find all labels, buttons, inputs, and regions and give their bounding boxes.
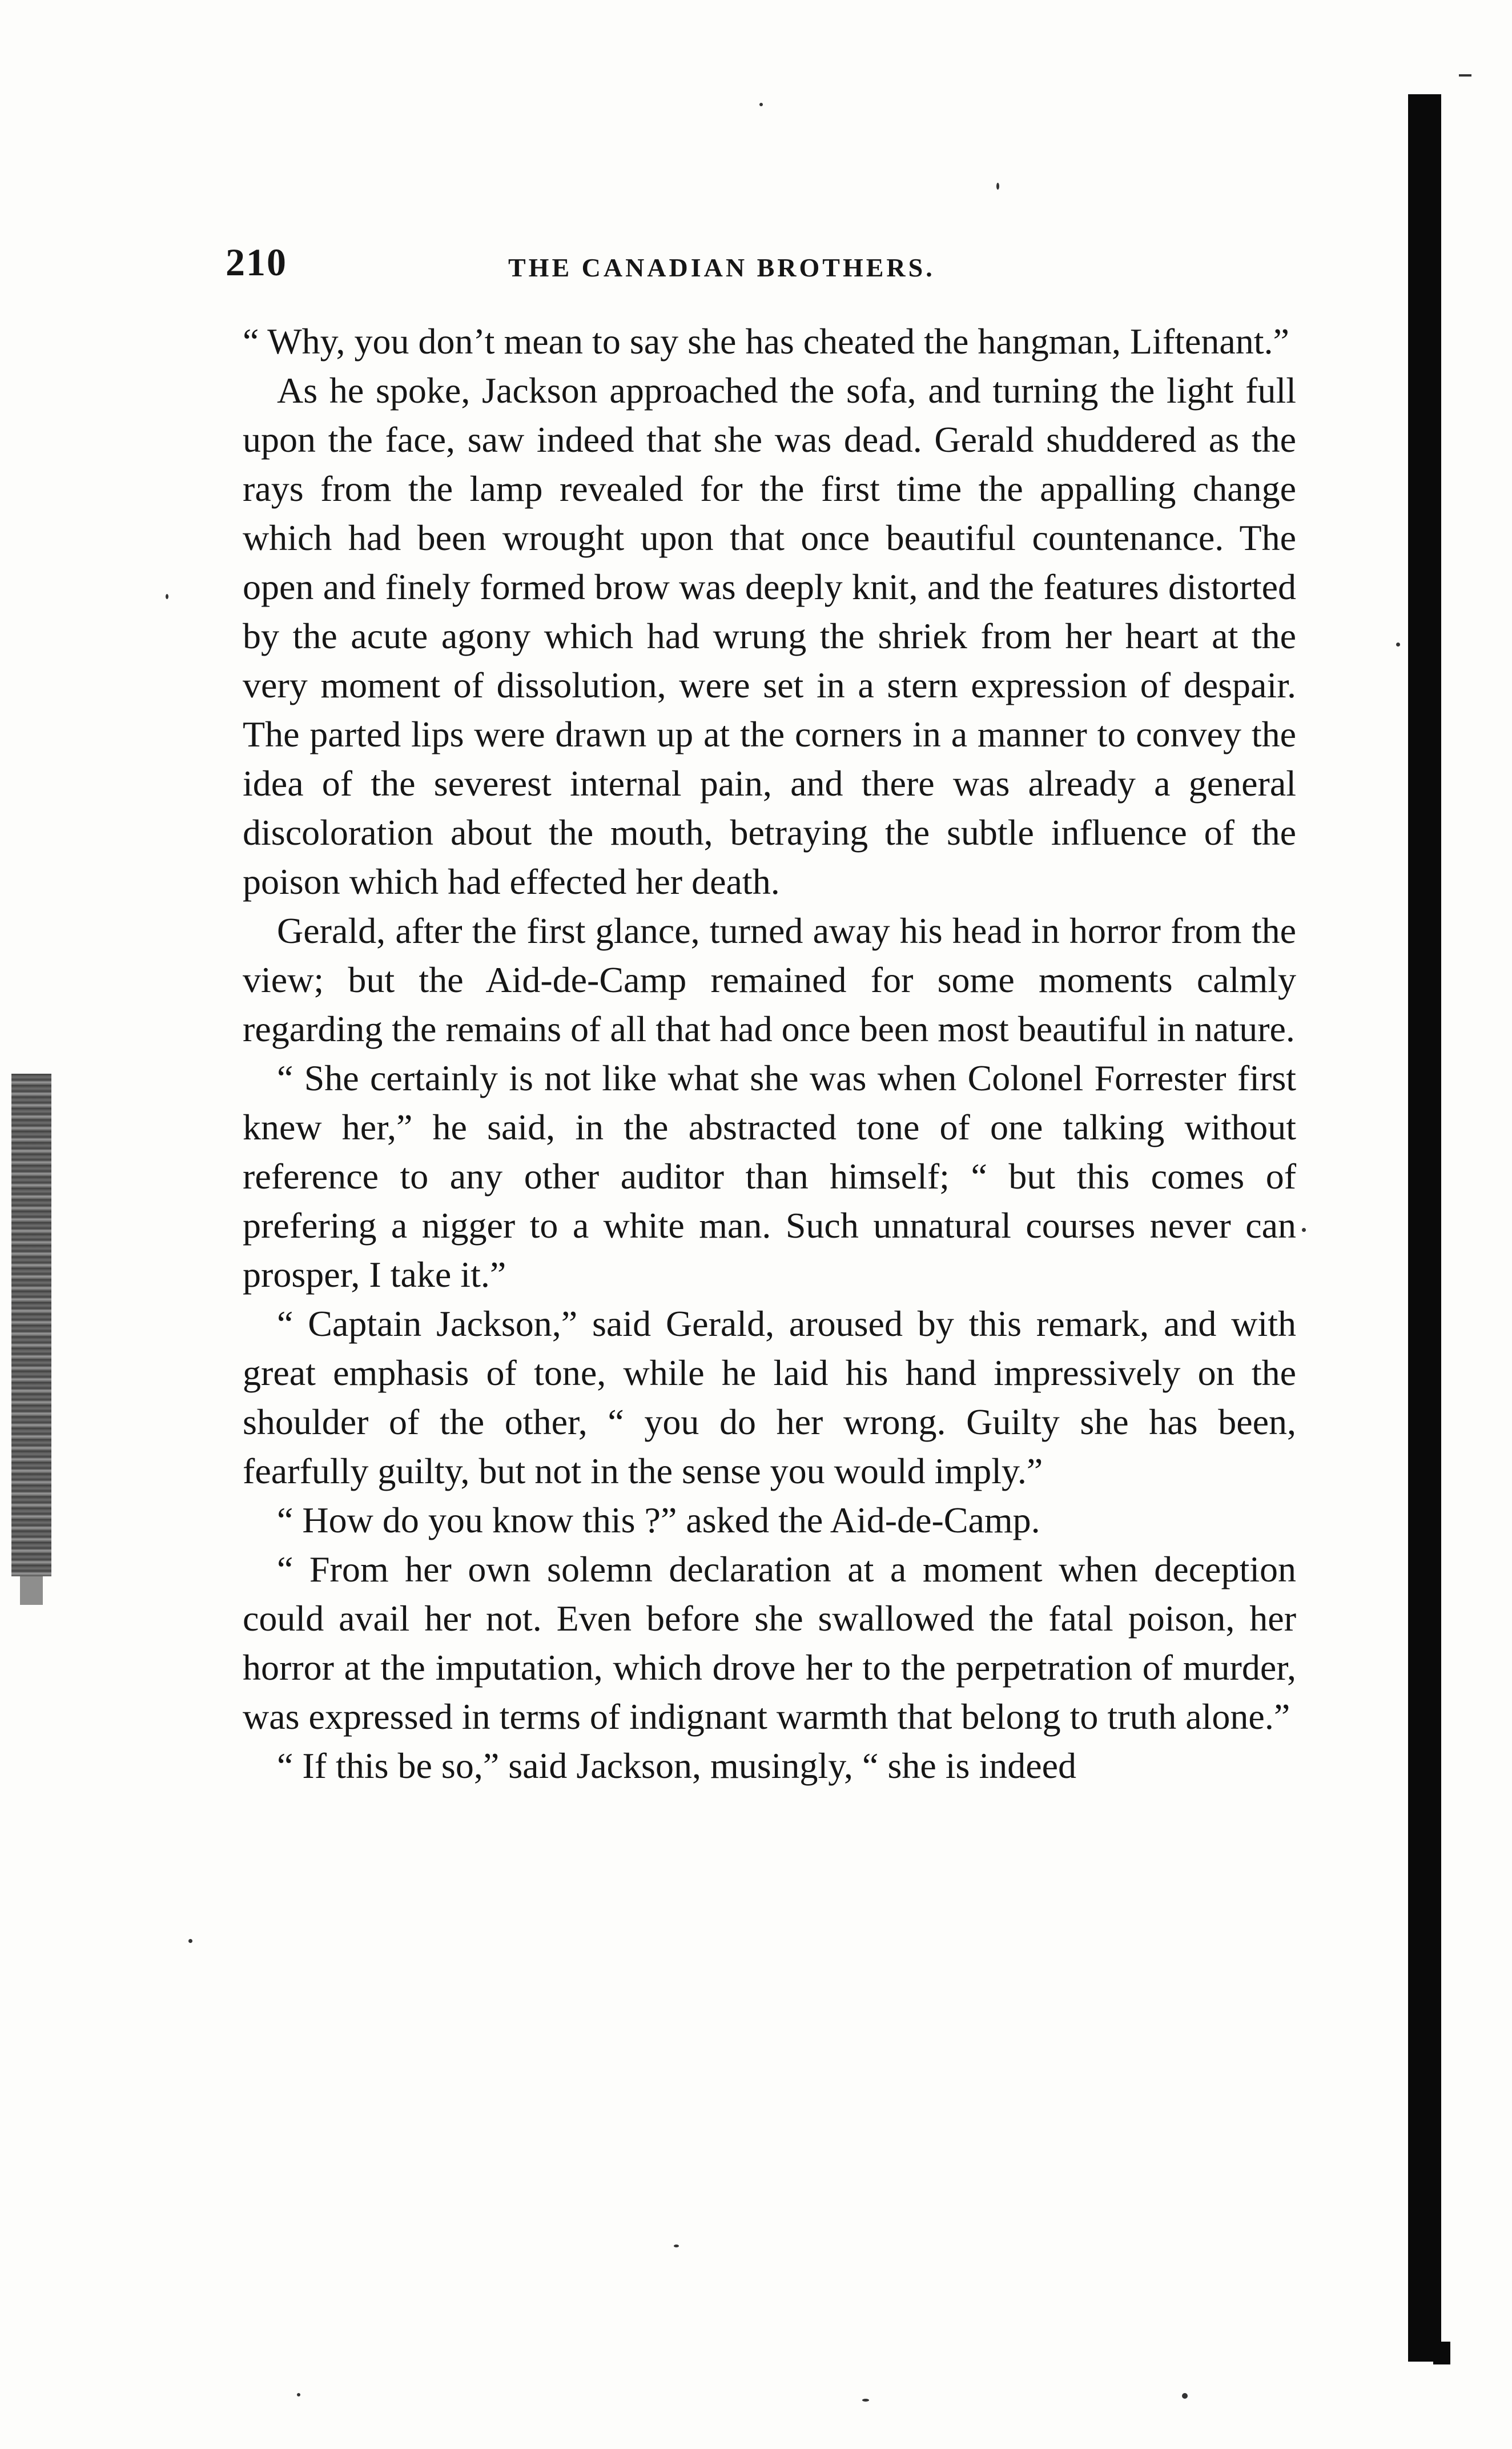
scanned-binding-edge-fragment xyxy=(20,1576,43,1605)
scan-speck xyxy=(1182,2393,1188,2399)
paragraph: As he spoke, Jackson approached the sofa, and turning the light full upon the face, saw indeed that she was dead. Gerald shuddered as the rays from the lamp revealed for the first time the appalling change which had been wrought upon that once beautiful countenance. The open and finely formed brow was deeply knit, and the features distorted by the acute agony which had wrung the shriek from her heart at the very moment of dissolution, were set in a stern expression of despair. The parted lips were drawn up at the corners in a manner to convey the idea of the severest internal pain, and there was already a general discoloration about the mouth, betraying the subtle influence of the poison which had effected her death. xyxy=(243,370,1296,902)
paragraph: “ She certainly is not like what she was when Colonel Forrester first knew her,” he said, in the abstracted tone of one talking without reference to any other auditor than himself; “ but this comes of prefering a nigger to a white man. Such unnatural courses never can prosper, I take it.” xyxy=(243,1058,1296,1295)
paragraph: “ Why, you don’t mean to say she has cheated the hangman, Liftenant.” xyxy=(243,321,1289,362)
paragraph: Gerald, after the first glance, turned away his head in horror from the view; but the Aid-de-Camp remained for some moments calmly regarding the remains of all that had once been most beautiful in nature. xyxy=(243,910,1296,1049)
scan-speck xyxy=(166,594,168,599)
page-number: 210 xyxy=(226,240,287,284)
paragraph: “ How do you know this ?” asked the Aid-de-Camp. xyxy=(277,1500,1040,1540)
paragraph: “ Captain Jackson,” said Gerald, aroused by this remark, and with great emphasis of tone, while he laid his hand impressively on the shoulder of the other, “ you do her wrong. Guilty she has been, fearfully guilty, but not in the sense you would imply.” xyxy=(243,1303,1296,1491)
scanned-binding-edge xyxy=(11,1074,51,1576)
scan-speck xyxy=(674,2245,679,2247)
scan-speck xyxy=(759,103,763,106)
paragraph: “ From her own solemn declaration at a moment when deception could avail her not. Even before she swallowed the fatal poison, her horror at the imputation, which drove her to the perpetration of murder, was expressed in terms of indignant warmth that belong to truth alone.” xyxy=(243,1549,1296,1737)
scan-speck xyxy=(188,1939,192,1943)
scan-speck xyxy=(297,2393,300,2396)
scan-speck xyxy=(1302,1228,1306,1232)
scan-mark xyxy=(1459,74,1471,77)
paragraph: “ If this be so,” said Jackson, musingly, “ she is indeed xyxy=(277,1745,1077,1786)
scanned-page-edge-foot xyxy=(1433,2342,1450,2364)
running-title: THE CANADIAN BROTHERS. xyxy=(508,253,935,282)
scan-speck xyxy=(1396,643,1400,647)
page-header xyxy=(226,240,1299,291)
scan-speck xyxy=(996,183,999,190)
body-text xyxy=(243,317,1296,1790)
scan-speck xyxy=(862,2399,869,2402)
scanned-page-edge-shadow xyxy=(1408,94,1441,2362)
